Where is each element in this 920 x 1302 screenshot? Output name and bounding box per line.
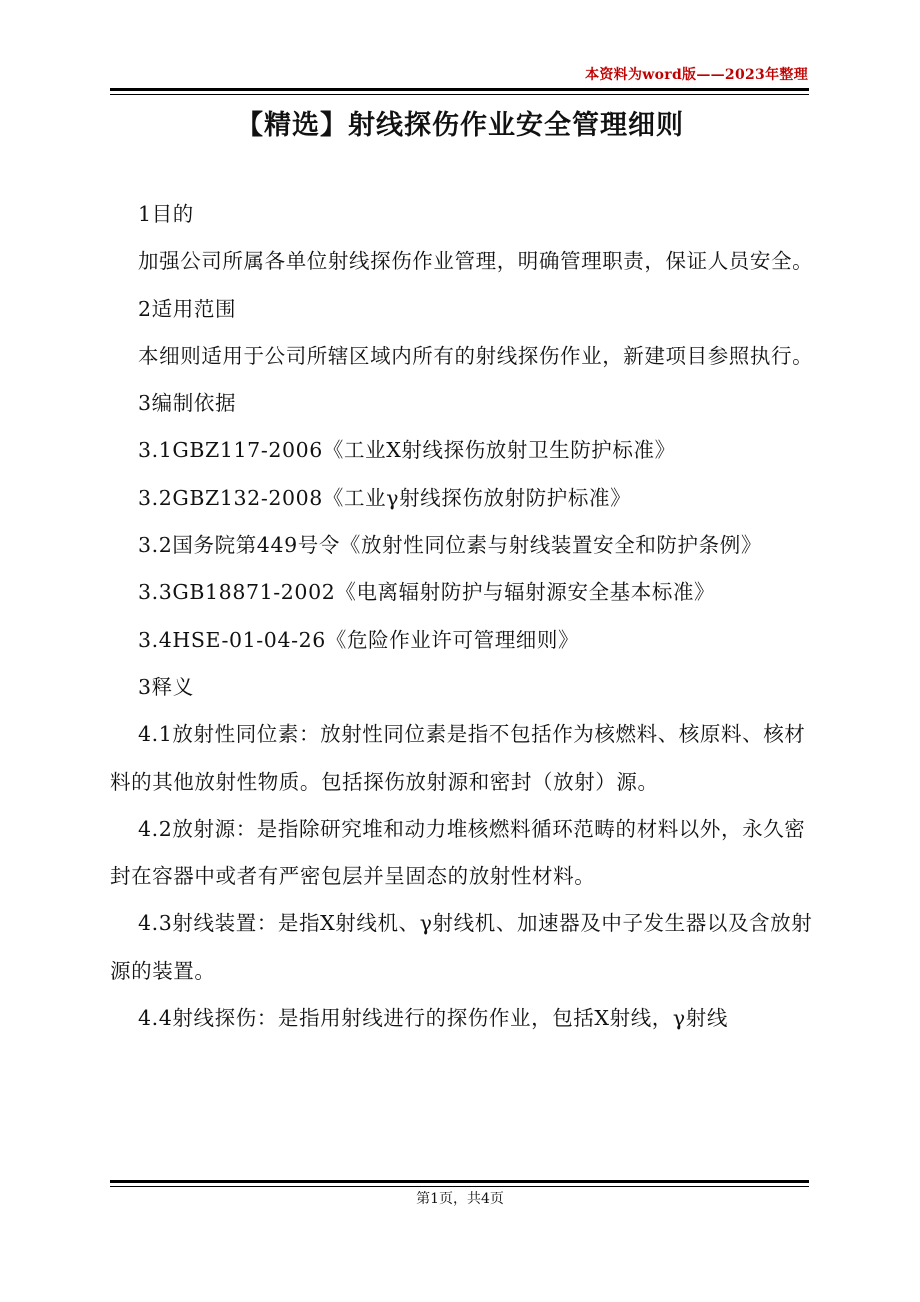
paragraph: 3.2国务院第449号令《放射性同位素与射线装置安全和防护条例》 (138, 533, 762, 558)
paragraph: 4.2放射源：是指除研究堆和动力堆核燃料循环范畴的材料以外，永久密封在容器中或者有严密包层并呈固态的放射性材料。 (110, 816, 806, 889)
header-note: 本资料为word版——2023年整理 (585, 67, 808, 83)
page-number: 第1页，共4页 (416, 1191, 504, 1207)
header-rule-thin (110, 94, 809, 95)
paragraph: 3.4HSE-01-04-26《危险作业许可管理细则》 (138, 627, 580, 652)
paragraph: 4.3射线装置：是指X射线机、γ射线机、加速器及中子发生器以及含放射源的装置。 (110, 911, 813, 983)
paragraph: 4.1放射性同位素：放射性同位素是指不包括作为核燃料、核原料、核材料的其他放射性物质。包括探伤放射源和密封（放射）源。 (110, 722, 806, 794)
paragraph: 3.3GB18871-2002《电离辐射防护与辐射源安全基本标准》 (138, 580, 716, 605)
footer-rule-thin (110, 1186, 809, 1187)
paragraph: 3释义 (138, 674, 194, 699)
paragraph: 2适用范围 (138, 296, 237, 321)
footer-rule-thick (110, 1180, 809, 1183)
paragraph: 4.4射线探伤：是指用射线进行的探伤作业，包括X射线，γ射线 (138, 1006, 728, 1031)
paragraph: 1目的 (138, 202, 194, 226)
paragraph: 3.2GBZ132-2008《工业γ射线探伤放射防护标准》 (138, 485, 632, 510)
paragraph: 3.1GBZ117-2006《工业X射线探伤放射卫生防护标准》 (138, 438, 676, 463)
document-title: 【精选】射线探伤作业安全管理细则 (236, 110, 684, 141)
document-body (110, 191, 815, 1042)
paragraph: 3编制依据 (138, 391, 237, 416)
paragraph: 加强公司所属各单位射线探伤作业管理，明确管理职责，保证人员安全。 (138, 249, 814, 274)
header-rule-thick (110, 88, 809, 91)
paragraph: 本细则适用于公司所辖区域内所有的射线探伤作业，新建项目参照执行。 (138, 343, 814, 368)
